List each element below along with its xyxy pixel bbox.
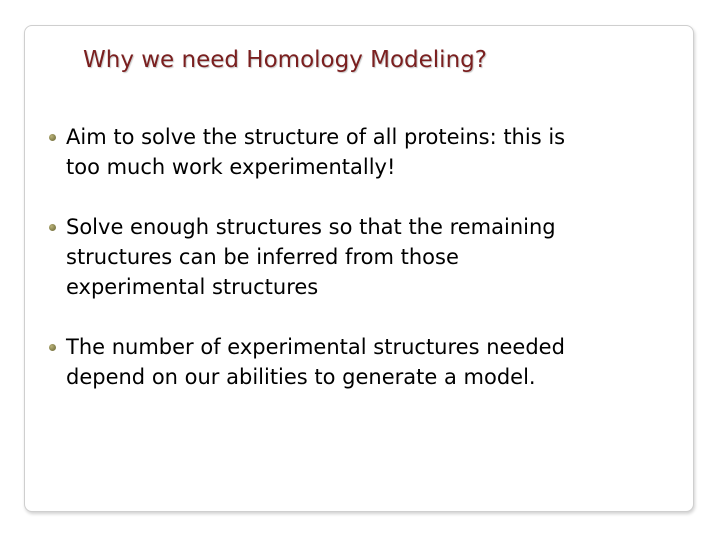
bullet-item bbox=[48, 212, 668, 302]
bullet-text-line: depend on our abilities to generate a model. bbox=[66, 365, 536, 389]
bullet-dot-icon bbox=[49, 224, 56, 231]
bullet-text-line: The number of experimental structures needed bbox=[66, 335, 565, 359]
bullet-text-line: structures can be inferred from those bbox=[66, 245, 459, 269]
bullet-item bbox=[48, 332, 668, 392]
bullet-text-line: experimental structures bbox=[66, 275, 319, 299]
slide-title: Why we need Homology Modeling? bbox=[83, 47, 487, 73]
bullet-text-line: Solve enough structures so that the remaining bbox=[66, 215, 556, 239]
bullet-text-line: Aim to solve the structure of all proteins: this is bbox=[66, 125, 566, 149]
bullet-dot-icon bbox=[49, 344, 56, 351]
bullet-text-line: too much work experimentally! bbox=[66, 155, 396, 179]
bullet-item bbox=[48, 122, 668, 182]
bullet-dot-icon bbox=[49, 134, 56, 141]
bullet-list bbox=[48, 122, 668, 392]
